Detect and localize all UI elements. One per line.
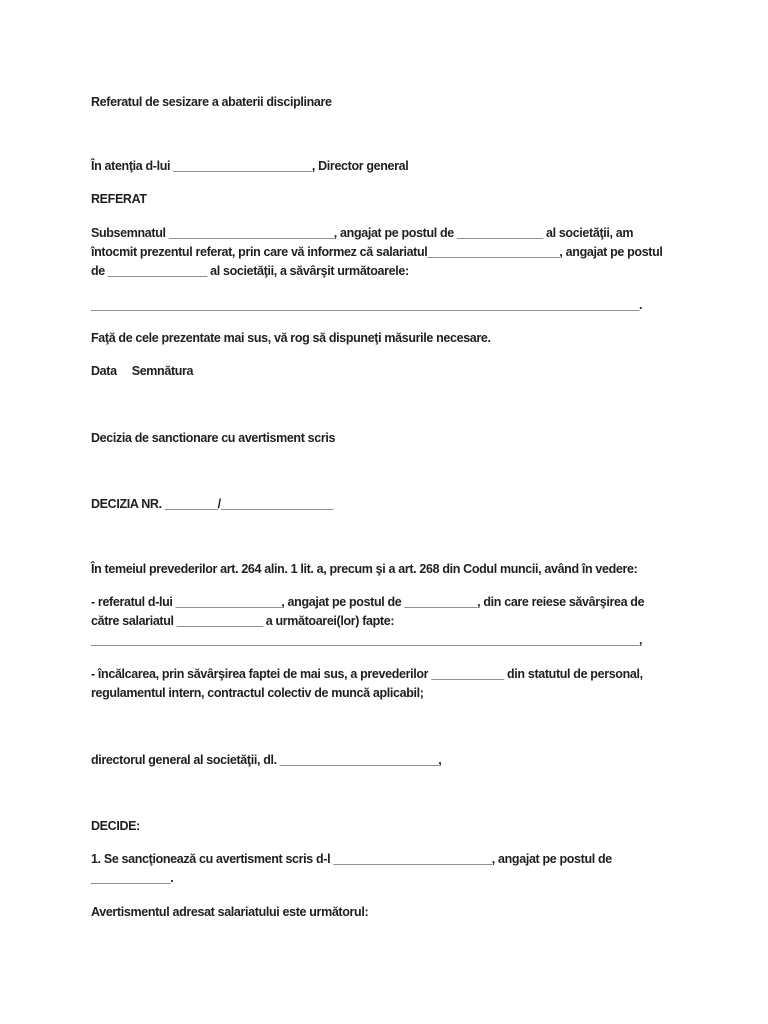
legal-basis-line: În temeiul prevederilor art. 264 alin. 1 lit. a, precum şi a art. 268 din Codul muncii, având în vedere:	[91, 562, 638, 576]
paragraph1-line2: întocmit prezentul referat, prin care vă informez că salariatul____________________, angajat pe postul	[91, 245, 663, 259]
warning-intro-line: Avertismentul adresat salariatului este următorul:	[91, 905, 369, 919]
decision-title: Decizia de sanctionare cu avertisment scris	[91, 431, 336, 445]
document-title: Referatul de sesizare a abaterii disciplinare	[91, 95, 332, 109]
blank-description-line: ___________________________________________________________________________________.	[91, 298, 643, 312]
paragraph1-line1: Subsemnatul _________________________, angajat pe postul de _____________ al societăţii, am	[91, 226, 634, 240]
point-report-line1: - referatul d-lui ________________, angajat pe postul de ___________, din care reiese săvârşirea de	[91, 595, 645, 609]
point-violation-line1: - încălcarea, prin săvârşirea faptei de mai sus, a prevederilor ___________ din statutul de personal,	[91, 667, 643, 681]
signature-label: Semnătura	[131, 364, 194, 378]
request-line: Faţă de cele prezentate mai sus, vă rog să dispuneţi măsurile necesare.	[91, 331, 491, 345]
decision-number: DECIZIA NR. ________/_________________	[91, 497, 333, 511]
referat-heading: REFERAT	[91, 192, 147, 206]
point-report-line2: către salariatul _____________ a următoarei(lor) fapte:	[91, 614, 395, 628]
decide-heading: DECIDE:	[91, 819, 140, 833]
paragraph1-line3: de _______________ al societăţii, a săvârşit următoarele:	[91, 264, 409, 278]
signature-line	[91, 362, 193, 381]
point-violation-line2: regulamentul intern, contractul colectiv de muncă aplicabil;	[91, 686, 424, 700]
article1-line1: 1. Se sancţionează cu avertisment scris d-l ________________________, angajat pe postul de	[91, 852, 612, 866]
addressee-line: În atenţia d-lui _____________________, Director general	[91, 159, 409, 173]
date-label: Data	[91, 364, 117, 378]
article1-line2: ____________.	[91, 871, 174, 885]
director-line: directorul general al societăţii, dl. ________________________,	[91, 753, 442, 767]
point-report-line3: ___________________________________________________________________________________,	[91, 633, 643, 647]
